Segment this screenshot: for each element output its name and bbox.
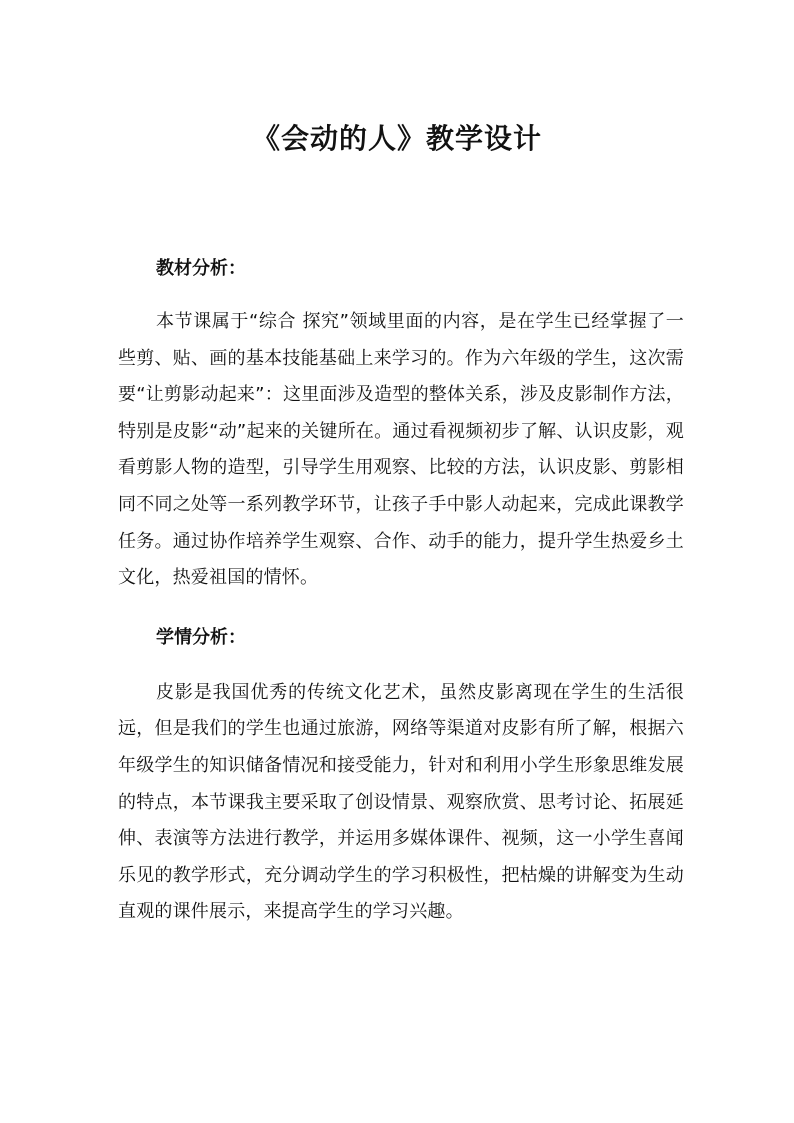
section-learner-analysis xyxy=(118,621,684,931)
section-heading: 教材分析： xyxy=(156,258,246,279)
section-heading: 学情分析： xyxy=(156,626,246,648)
section-paragraph: 皮影是我国优秀的传统文化艺术，虽然皮影离现在学生的生活很远，但是我们的学生也通过旅游，网络等渠道对皮影有所了解，根据六年级学生的知识储备情况和接受能力，针对和利用小学生形象思维发展的特点，本节课我主要采取了创设情景、观察欣赏、思考讨论、拓展延伸、表演等方法进行教学，并运用多媒体课件、视频，这一小学生喜闻乐见的教学形式，充分调动学生的学习积极性，把枯燥的讲解变为生动直观的课件展示，来提高学生的学习兴趣。 xyxy=(118,681,684,923)
section-textbook-analysis xyxy=(118,252,684,597)
document-title: 《会动的人》教学设计 xyxy=(251,121,542,155)
document-content xyxy=(118,252,684,931)
section-paragraph: 本节课属于“综合 探究”领域里面的内容，是在学生已经掌握了一些剪、贴、画的基本技能基础上来学习的。作为六年级的学生，这次需要“让剪影动起来”：这里面涉及造型的整体关系，涉及皮影制作方法，特别是皮影“动”起来的关键所在。通过看视频初步了解、认识皮影，观看剪影人物的造型，引导学生用观察、比较的方法，认识皮影、剪影相同不同之处等一系列教学环节，让孩子手中影人动起来，完成此课教学任务。通过协作培养学生观察、合作、动手的能力，提升学生热爱乡土文化，热爱祖国的情怀。 xyxy=(118,311,684,589)
